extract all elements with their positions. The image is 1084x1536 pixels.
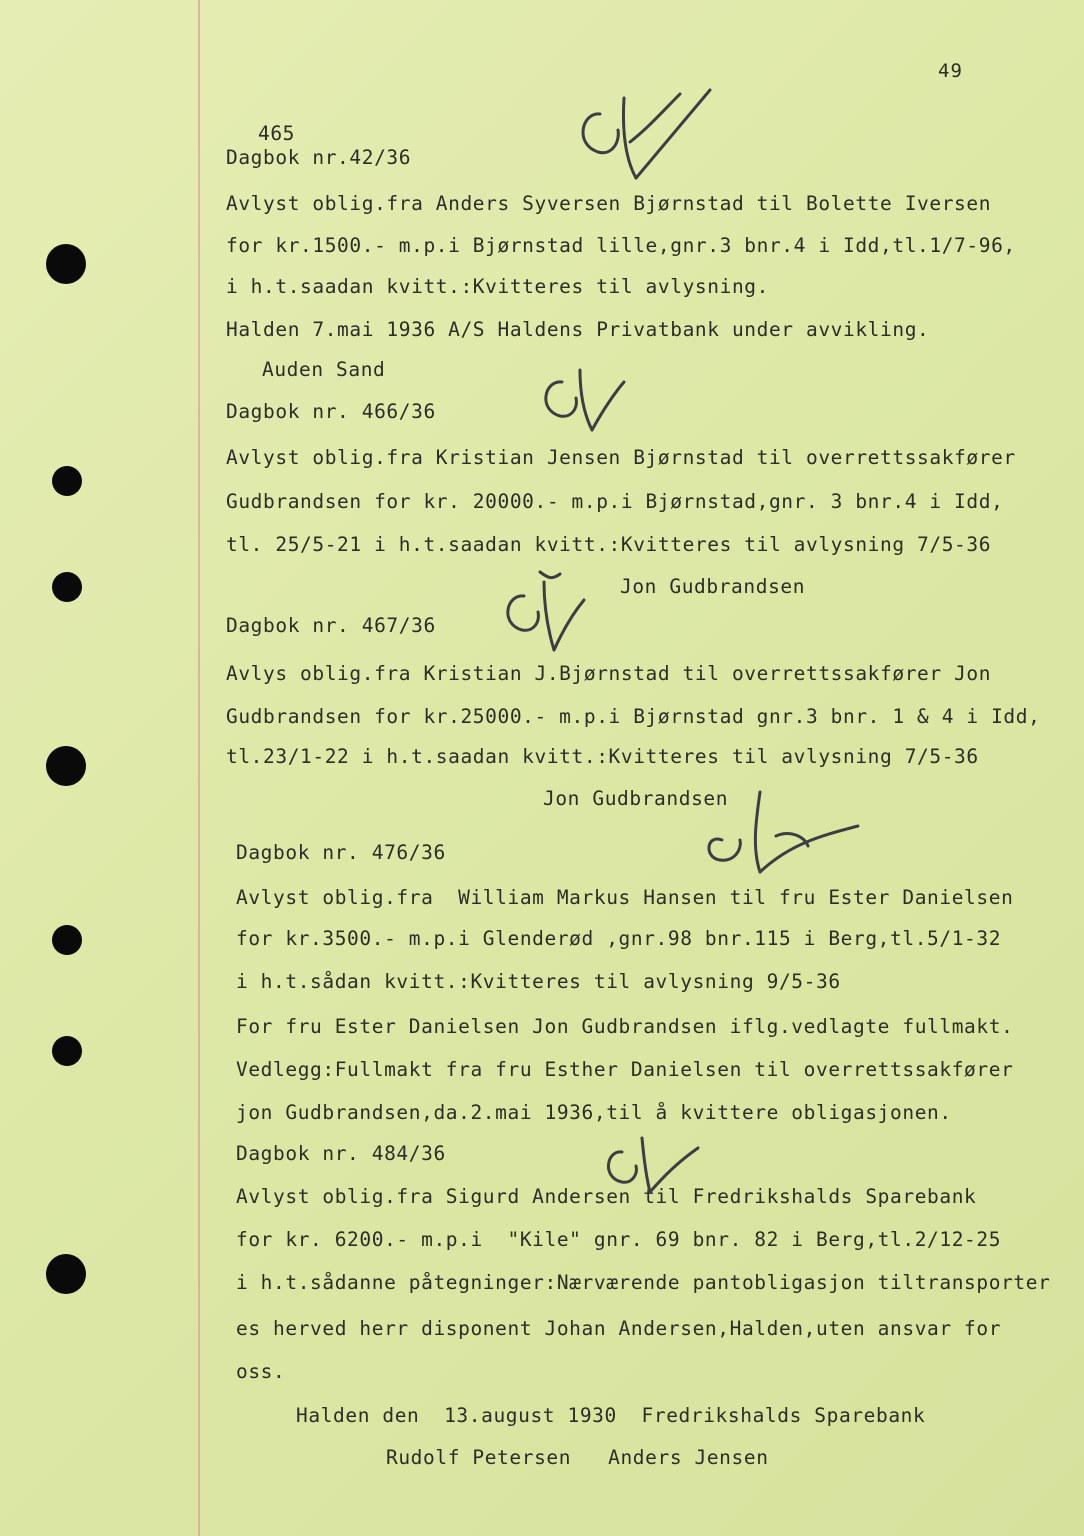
entry-line: oss. [236,1360,286,1383]
entry-heading: Dagbok nr. 466/36 [226,400,436,423]
entry-heading: Dagbok nr. 476/36 [236,841,446,864]
handwritten-initials [560,82,730,192]
handwritten-initials [490,566,600,656]
entry-line: Gudbrandsen for kr. 20000.- m.p.i Bjørnstad,gnr. 3 bnr.4 i Idd, [226,490,1004,513]
entry-number-note: 465 [258,122,296,145]
entry-line: es herved herr disponent Johan Andersen,Halden,uten ansvar for [236,1317,1002,1340]
entry-line: Vedlegg:Fullmakt fra fru Esther Danielsen til overrettssakfører [236,1058,1014,1081]
entry-signatories: Rudolf Petersen Anders Jensen [386,1446,769,1469]
punch-hole [46,244,86,284]
punch-hole [46,1254,86,1294]
entry-line: i h.t.saadan kvitt.:Kvitteres til avlysning. [226,275,769,298]
entry-line: Avlyst oblig.fra Sigurd Andersen til Fredrikshalds Sparebank [236,1185,977,1208]
entry-heading: Dagbok nr. 467/36 [226,614,436,637]
handwritten-initials [592,1126,712,1206]
page-number: 49 [938,60,963,82]
punch-hole [52,466,82,496]
entry-heading: Dagbok nr. 484/36 [236,1142,446,1165]
entry-signatory: Jon Gudbrandsen [543,787,729,810]
entry-line: For fru Ester Danielsen Jon Gudbrandsen iflg.vedlagte fullmakt. [236,1015,1014,1038]
entry-line: tl.23/1-22 i h.t.saadan kvitt.:Kvitteres til avlysning 7/5-36 [226,745,979,768]
entry-line: i h.t.sådanne påtegninger:Nærværende pantobligasjon tiltransporter [236,1271,1051,1294]
entry-line: Avlys oblig.fra Kristian J.Bjørnstad til overrettssakfører Jon [226,662,992,685]
handwritten-initials [530,360,630,440]
entry-heading: Dagbok nr.42/36 [226,146,412,169]
entry-line: Gudbrandsen for kr.25000.- m.p.i Bjørnstad gnr.3 bnr. 1 & 4 i Idd, [226,705,1041,728]
punch-hole [52,572,82,602]
entry-line: Avlyst oblig.fra Kristian Jensen Bjørnstad til overrettssakfører [226,446,1016,469]
entry-line: Halden 7.mai 1936 A/S Haldens Privatbank under avvikling. [226,318,930,341]
handwritten-initials [690,780,870,880]
punch-hole [46,746,86,786]
entry-line: for kr.1500.- m.p.i Bjørnstad lille,gnr.3 bnr.4 i Idd,tl.1/7-96, [226,234,1016,257]
punch-hole [52,925,82,955]
entry-line: for kr.3500.- m.p.i Glenderød ,gnr.98 bnr.115 i Berg,tl.5/1-32 [236,927,1002,950]
entry-line: tl. 25/5-21 i h.t.saadan kvitt.:Kvitteres til avlysning 7/5-36 [226,533,992,556]
entry-line: Avlyst oblig.fra William Markus Hansen til fru Ester Danielsen [236,886,1014,909]
entry-signatory: Auden Sand [262,358,386,381]
entry-line: i h.t.sådan kvitt.:Kvitteres til avlysning 9/5-36 [236,970,841,993]
entry-line: jon Gudbrandsen,da.2.mai 1936,til å kvittere obligasjonen. [236,1101,952,1124]
entry-line: Halden den 13.august 1930 Fredrikshalds Sparebank [296,1404,926,1427]
entry-signatory: Jon Gudbrandsen [620,575,806,598]
entry-line: Avlyst oblig.fra Anders Syversen Bjørnstad til Bolette Iversen [226,192,992,215]
entry-line: for kr. 6200.- m.p.i "Kile" gnr. 69 bnr. 82 i Berg,tl.2/12-25 [236,1228,1002,1251]
margin-rule [198,0,200,1536]
punch-hole [52,1036,82,1066]
